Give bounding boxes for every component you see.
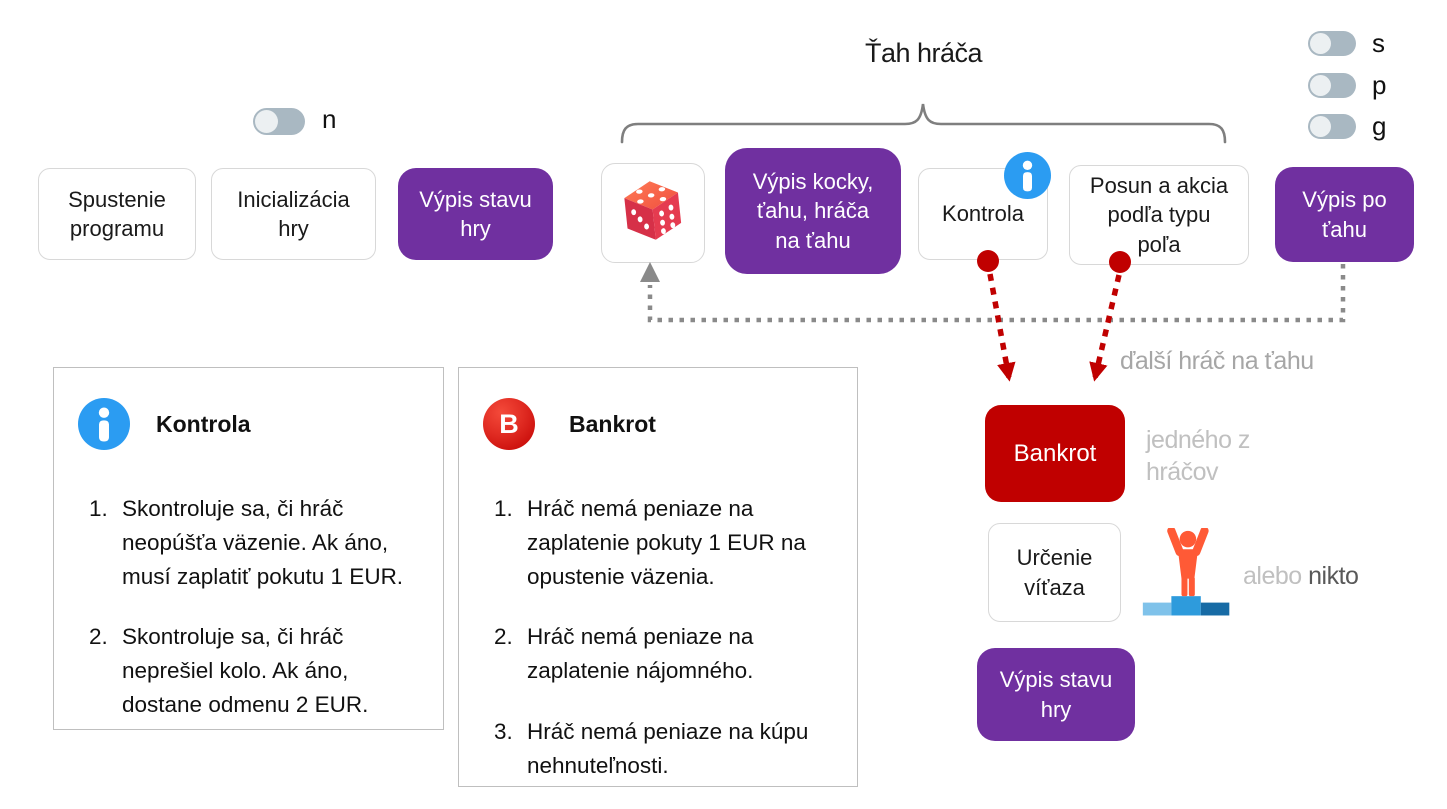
toggle-g-label: g [1372,111,1387,141]
nikto-text: nikto [1308,562,1359,590]
winner-podium-icon [1141,528,1233,622]
brace-label: Ťah hráča [864,38,983,68]
panel-title: Kontrola [156,410,251,437]
step-vypis-po-tahu [1275,167,1414,262]
list-item: Skontroluje sa, či hráč neopúšťa väzenie. Ak áno, musí zaplatiť pokutu 1 EUR. [122,496,404,589]
step-vypis-kocky [725,148,901,274]
toggle-p-label: p [1372,70,1387,100]
list-item: Hráč nemá peniaze na zaplatenie pokuty 1 EUR na opustenie väzenia. [527,496,806,589]
urcenie-vitaza-label: Určenie víťaza [1016,545,1093,600]
step-label: Posun a akcia podľa typu poľa [1089,173,1229,257]
step-spustenie-programu [38,168,196,260]
toggle-s-label: s [1372,28,1385,58]
final-vypis-label: Výpis stavu hry [999,667,1113,722]
step-label: Výpis stavu hry [419,186,532,241]
step-inicializacia-hry [211,168,376,260]
dice-icon [614,174,692,252]
bankrot-label: Bankrot [1013,439,1097,467]
loop-label: ďalší hráč na ťahu [1120,347,1314,375]
list-item: Hráč nemá peniaze na kúpu nehnuteľnosti. [527,718,809,778]
bankrot-badge-icon: B [483,398,535,450]
step-label: Inicializácia hry [237,186,350,241]
step-label: Spustenie programu [68,186,166,241]
list-item: Skontroluje sa, či hráč neprešiel kolo. Ak áno, dostane odmenu 2 EUR. [122,624,369,717]
panel-title: Bankrot [569,410,656,437]
toggle-n-label: n [322,104,337,134]
info-icon [1004,152,1051,199]
list-item: Hráč nemá peniaze na zaplatenie nájomného. [527,624,754,683]
step-label: Kontrola [942,201,1024,227]
final-vypis-stavu-hry [977,648,1135,741]
alebo-text: alebo [1243,562,1302,590]
dice-box [601,163,705,263]
step-label: Výpis kocky, ťahu, hráča na ťahu [752,169,874,253]
step-label: Výpis po ťahu [1302,187,1387,242]
bankrot-box [985,405,1125,502]
step-vypis-stavu-hry [398,168,553,260]
bankrot-note: jedného z hráčov [1146,426,1250,486]
step-posun [1069,165,1249,265]
urcenie-vitaza-box [988,523,1121,622]
